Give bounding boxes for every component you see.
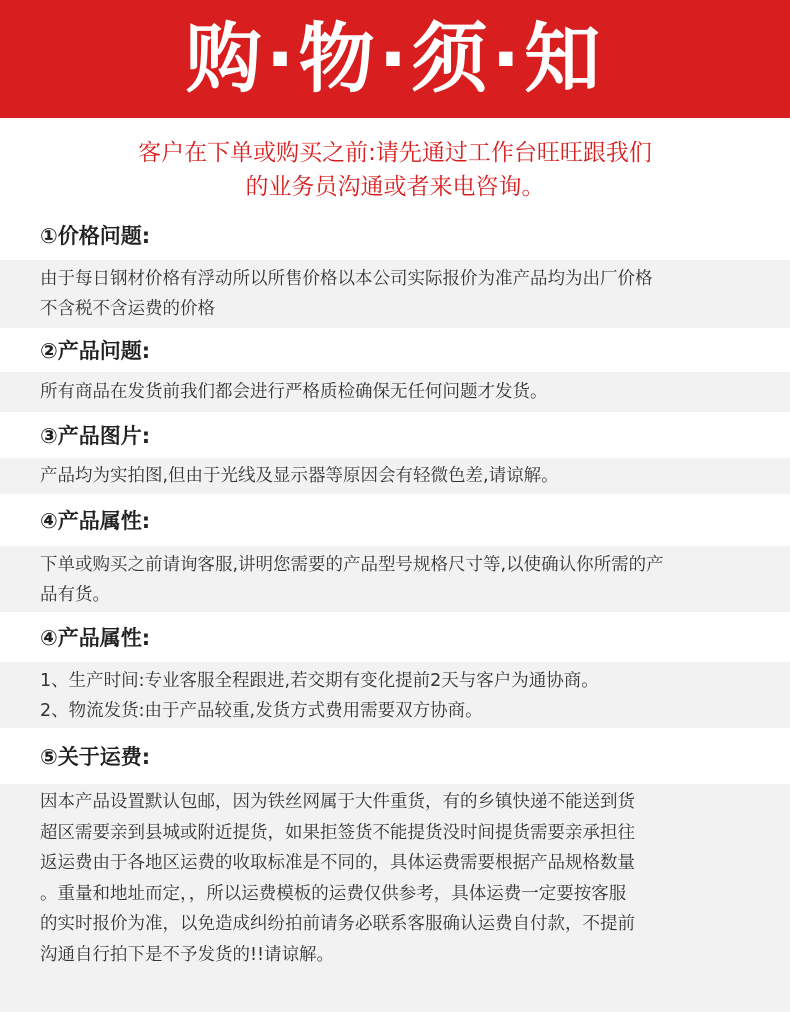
section-line: 产品均为实拍图,但由于光线及显示器等原因会有轻微色差,请谅解。	[40, 466, 559, 486]
page-title: 购·物·须·知	[185, 14, 605, 103]
section-title-attributes-2: ④产品属性:	[40, 626, 151, 650]
notice-block	[0, 118, 790, 210]
section-line: 返运费由于各地区运费的收取标准是不同的，具体运费需要根据产品规格数量	[40, 853, 635, 873]
section-body-attributes-2	[0, 662, 790, 728]
section-title-images: ③产品图片:	[40, 424, 151, 448]
section-line: 由于每日钢材价格有浮动所以所售价格以本公司实际报价为准产品均为出厂价格	[40, 269, 653, 289]
section-line: 超区需要亲到县城或附近提货，如果拒签货不能提货没时间提货需要亲承担往	[40, 822, 635, 843]
section-body-shipping	[0, 784, 790, 1012]
section-title-attributes: ④产品属性:	[40, 509, 151, 533]
section-line: 不含税不含运费的价格	[40, 299, 215, 319]
section-body-images	[0, 458, 790, 494]
section-body-product	[0, 372, 790, 412]
section-line: 。重量和地址而定，，所以运费模板的运费仅供参考，具体运费一定要按客服	[40, 883, 627, 904]
section-title-shipping: ⑤关于运费:	[40, 745, 151, 769]
section-title-price: ①价格问题:	[40, 224, 151, 248]
section-body-attributes	[0, 546, 790, 612]
section-title-product: ②产品问题:	[40, 339, 151, 363]
header-banner	[0, 0, 790, 118]
section-line: 因本产品设置默认包邮，因为铁丝网属于大件重货，有的乡镇快递不能送到货	[40, 792, 635, 812]
section-line: 1、生产时间:专业客服全程跟进,若交期有变化提前2天与客户为通协商。	[40, 671, 599, 691]
section-line: 所有商品在发货前我们都会进行严格质检确保无任何问题才发货。	[40, 382, 548, 402]
section-body-price	[0, 260, 790, 328]
notice-line-1: 客户在下单或购买之前:请先通过工作台旺旺跟我们	[138, 140, 652, 166]
section-line: 品有货。	[40, 585, 110, 605]
section-line: 沟通自行拍下是不予发货的!!请谅解。	[40, 944, 335, 965]
notice-line-2: 的业务员沟通或者来电咨询。	[245, 174, 545, 200]
section-line: 的实时报价为准，以免造成纠纷拍前请务必联系客服确认运费自付款，不提前	[40, 914, 635, 934]
section-line: 2、物流发货:由于产品较重,发货方式费用需要双方协商。	[40, 701, 483, 721]
section-line: 下单或购买之前请询客服,讲明您需要的产品型号规格尺寸等,以使确认你所需的产	[40, 555, 664, 575]
